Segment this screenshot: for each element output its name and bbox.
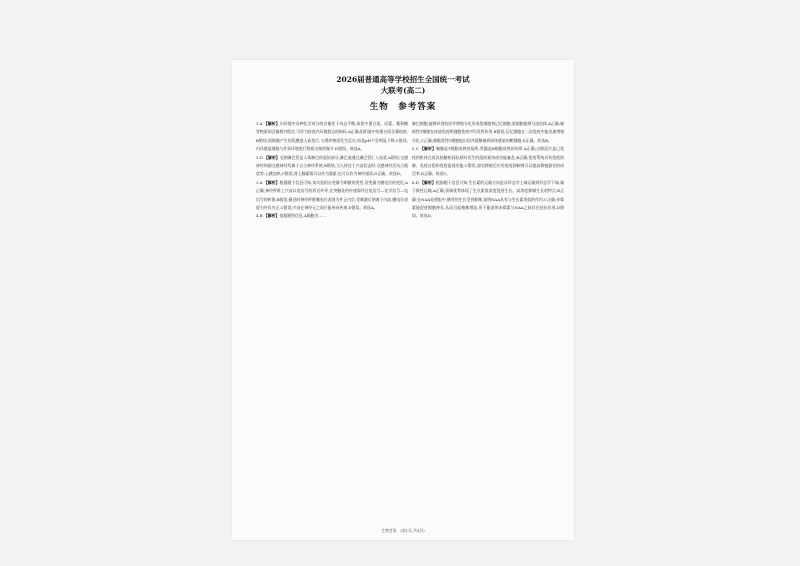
answer-item: 5.C 【解析】胸腺是T细胞成熟的场所,骨髓是B细胞成熟的场所,A正确;过敏反应是已免疫的机体在再次接触相同抗原时发生的组织损伤或功能紊乱,B正确;免疫系统具有免疫防御、免疫自稳和免疫监视功能,C错误;器官移植后应用免疫抑制剂可以提高移植器官的成活率,D正确。故选C。 [412, 146, 564, 177]
section-title: 生物 参考答案 [369, 102, 437, 112]
left-column [256, 120, 408, 532]
answer-item: 2.D 【解析】毛细淋巴管是人体淋巴的起始部分,淋巴液通过淋巴管汇入血浆,A错误;交感神经和副交感神经均属于自主神经系统,B错误;当人体处于兴奋状态时,交感神经活动占据优势,心跳加快,C错误;肾上腺素既可以作为激素,也可以作为神经递质,D正确。故选D。 [256, 154, 408, 177]
answer-item: 1.A 【解析】内环境中各种化学成分的含量处于动态平衡,血浆中蛋白质、尿素、葡萄糖等物质的含量相对稳定,可作为检查内环境稳态的指标,A正确;组织液中的蛋白质含量较低,B错误;肌细胞产生的乳酸进入血浆后,与缓冲物质发生反应,血浆pH不会明显下降,C错误;内环境是细胞与外界环境进行物质交换的媒介,D错误。故选A。 [256, 121, 408, 152]
answer-item: 3.A 【解析】根据题干信息可知,该实验的自变量为刺激的类型,因变量为膜电位的变化,A正确;神经纤维上兴奋以电信号的形式传导,在突触处的传递需经过电信号—化学信号—电信号的转换,B错误;静息时神经纤维膜电位表现为外正内负,受刺激后钠离子内流,膜电位表现为外负内正,C错误;兴奋在神经元之间只能单向传递,D错误。故选A。 [256, 179, 408, 211]
answer-item: 6.D 【解析】根据题干信息可知,生长素的运输方向是从形态学上端运输到形态学下端,属于极性运输,A正确;顶端优势体现了生长素低浓度促进生长、高浓度抑制生长的特点,B正确;在NAA处理组中,侧芽的生长受到抑制,说明NAA具有与生长素类似的作用,C正确;赤霉素能促进细胞伸长,从而引起植株增高,但不能说明赤霉素与NAA之间存在拮抗作用,D错误。故选D。 [412, 179, 564, 219]
answer-sheet-page [232, 60, 574, 540]
exam-subtitle: 大联考(高二) [380, 86, 426, 95]
right-column [412, 120, 564, 532]
answer-item: 淋巴细胞,能够识别抗原并增殖分化形成浆细胞和记忆细胞,浆细胞能够分泌抗体,A正确;辅助性T细胞在体液免疫和细胞免疫中均发挥作用,B错误;记忆细胞在二次免疫中能迅速增殖分化,C正确;细胞毒性T细胞能识别并裂解被病原体感染的靶细胞,D正确。故选B。 [412, 121, 564, 143]
exam-title: 2026届普通高等学校招生全国统一考试 [336, 75, 470, 84]
answer-item: 4.B 【解析】依据题图信息,A细胞为…… [256, 213, 327, 219]
page-footer: 生物答案 (第1页,共4页) [381, 528, 425, 533]
